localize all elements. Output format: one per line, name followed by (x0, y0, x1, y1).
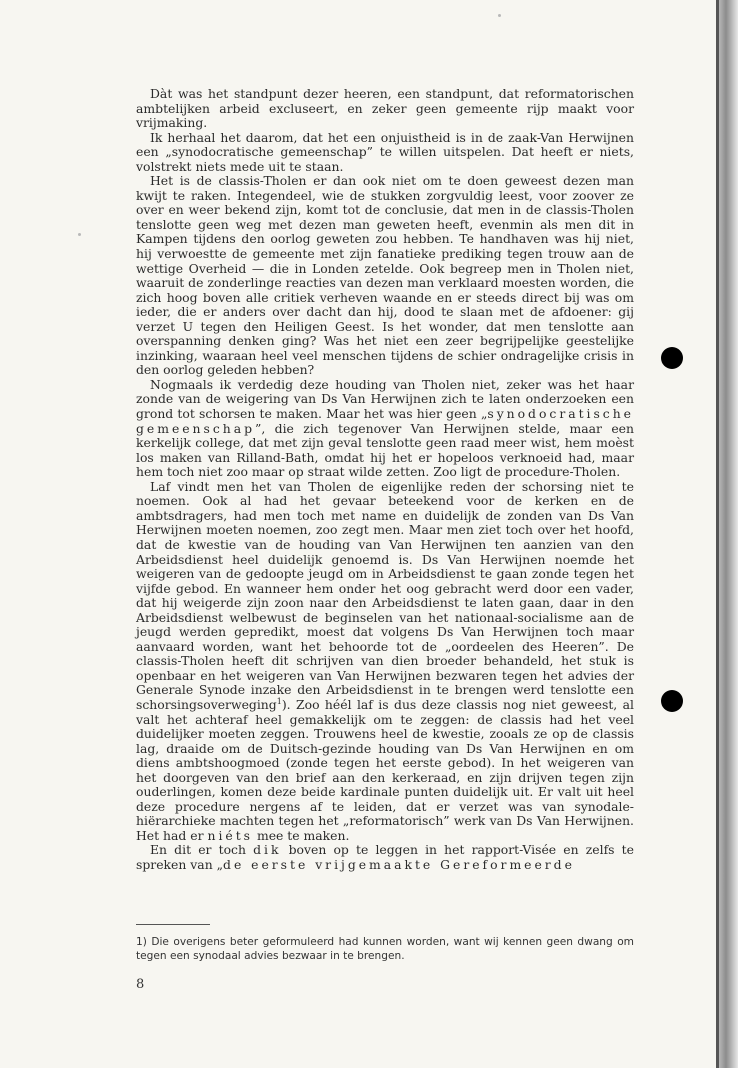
paragraph-4-text: Nogmaals ik verdedig deze houding van Tholen niet, zeker was het haar zonde van de weigering van Ds Van Herwijnen zich te laten onderzoeken een grond tot schorsen te maken. Maar het was hier geen „ (136, 376, 634, 422)
paragraph-1: Dàt was het standpunt dezer heeren, een standpunt, dat reformatorischen ambtelijken arbeid excluseert, en zeker geen gemeente rijp maakt voor vrijmaking. (136, 86, 634, 131)
paragraph-6-text-mid: boven op te leggen in het rapport-Visée en zelfs te spreken van „ (136, 842, 634, 872)
footnote-reference: 1 (276, 696, 282, 706)
page-number: 8 (136, 977, 145, 992)
paragraph-4-text-end: ”, die zich tegenover Van Herwijnen stelde, maar een kerkelijk college, dat met zijn geval tenslotte geen raad meer wist, hem moèst los maken van Rilland-Bath, omdat hij het er hopeloos verknoeid had, maar hem toch niet zoo maar op straat wilde zetten. Zoo ligt de procedure-Tholen. (136, 420, 634, 480)
footnote: 1) Die overigens beter geformuleerd had kunnen worden, want wij kennen geen dwang om tegen een synodaal advies bezwaar in te brengen. (136, 936, 634, 962)
paragraph-5-text-cont: ). Zoo héél laf is dus deze classis nog niet geweest, al valt het achteraf heel gemakkelijk om te zeggen: de classis had het veel duidelijker moeten zeggen. Trouwens heel de kwestie, zooals ze op de classis lag, draaide om de Duitsch-gezinde houding van Ds Van Herwijnen en om diens ambtshoogmoed (zonde tegen het eerste gebod). In het weigeren van het doorgeven van den brief aan den kerkeraad, en zijn drijven tegen zijn ouderlingen, komen deze beide kardinale punten duidelijk uit. Er valt uit heel deze procedure nergens af te leiden, dat er verzet was van synodale-hiërarchieke machten tegen het „reformatorisch” werk van Ds Van Herwijnen. Het had er (136, 696, 634, 843)
spaced-emphasis: synodocratische gemeenschap (136, 406, 634, 436)
spaced-emphasis: niéts (207, 827, 253, 843)
page-edge-shadow (718, 0, 738, 1068)
body-text (136, 87, 634, 873)
spaced-emphasis: de eerste vrijgemaakte Gereformeerde (223, 856, 575, 872)
paragraph-3: Het is de classis-Tholen er dan ook niet om te doen geweest dezen man kwijt te raken. Integendeel, wie de stukken zorgvuldig leest, voor zoover ze over en weer bekend zijn, komt tot de conclusie, dat men in de classis-Tholen tenslotte geen weg met dezen man geweten heeft, evenmin als men dit in Kampen tijdens den oorlog geweten zou hebben. Te handhaven was hij niet, hij verwoestte de gemeente met zijn fanatieke prediking tegen trouw aan de wettige Overheid — die in Londen zetelde. Ook begreep men in Tholen niet, waaruit de zonderlinge reacties van dezen man verklaard moesten worden, die zich hoog boven alle critiek verheven waande en er steeds direct bij was om ieder, die er anders over dacht dan hij, dood te slaan met de afdoener: gij verzet U tegen den Heiligen Geest. Is het wonder, dat men tenslotte aan overspanning denken ging? Was het niet een zeer begrijpelijke geestelijke inzinking, waaraan heel veel menschen tijdens de schier ondragelijke crisis in den oorlog geleden hebben? (136, 173, 634, 378)
paragraph-5-text-end: mee te maken. (253, 827, 350, 843)
paper-speck (78, 233, 81, 236)
paragraph-6-text: En dit er toch (150, 842, 254, 858)
paper-speck (498, 14, 501, 17)
paragraph-5 (136, 480, 634, 844)
paragraph-5-text: Laf vindt men het van Tholen de eigenlijke reden der schorsing niet te noemen. Ook al had het gevaar beteekend voor de kerken en de ambtsdragers, had men toch met name en duidelijk de zonden van Ds Van Herwijnen moeten noemen, zoo zegt men. Maar men ziet toch over het hoofd, dat de kwestie van de houding van Van Herwijnen ten aanzien van den Arbeidsdienst heel duidelijk genoemd is. Ds Van Herwijnen noemde het weigeren van de gedoopte jeugd om in Arbeidsdienst te gaan zonde tegen het vijfde gebod. En wanneer hem onder het oog gebracht werd door een vader, dat hij weigerde zijn zoon naar den Arbeidsdienst te laten gaan, daar in den Arbeidsdienst welbewust de beginselen van het nationaal-socialisme aan de jeugd werden gepredikt, moest dat volgens Ds Van Herwijnen toch maar aanvaard worden, want het behoorde tot de „oordeelen des Heeren”. De classis-Tholen heeft dit schrijven van dien broeder behandeld, het stuk is openbaar en het weigeren van Van Herwijnen bezwaren tegen het advies der Generale Synode inzake den Arbeidsdienst in te brengen werd tenslotte een schorsingsoverweging (136, 478, 634, 712)
footnote-divider (136, 924, 210, 925)
page-edge-line (716, 0, 719, 1068)
punch-hole (661, 347, 683, 369)
spaced-emphasis: dik (253, 842, 282, 858)
paragraph-6 (136, 843, 634, 872)
punch-hole (661, 690, 683, 712)
paragraph-2: Ik herhaal het daarom, dat het een onjuistheid is in de zaak-Van Herwijnen een „synodocratische gemeenschap” te willen uitspelen. Dat heeft er niets, volstrekt niets mede uit te staan. (136, 129, 634, 174)
paragraph-4 (136, 378, 634, 480)
